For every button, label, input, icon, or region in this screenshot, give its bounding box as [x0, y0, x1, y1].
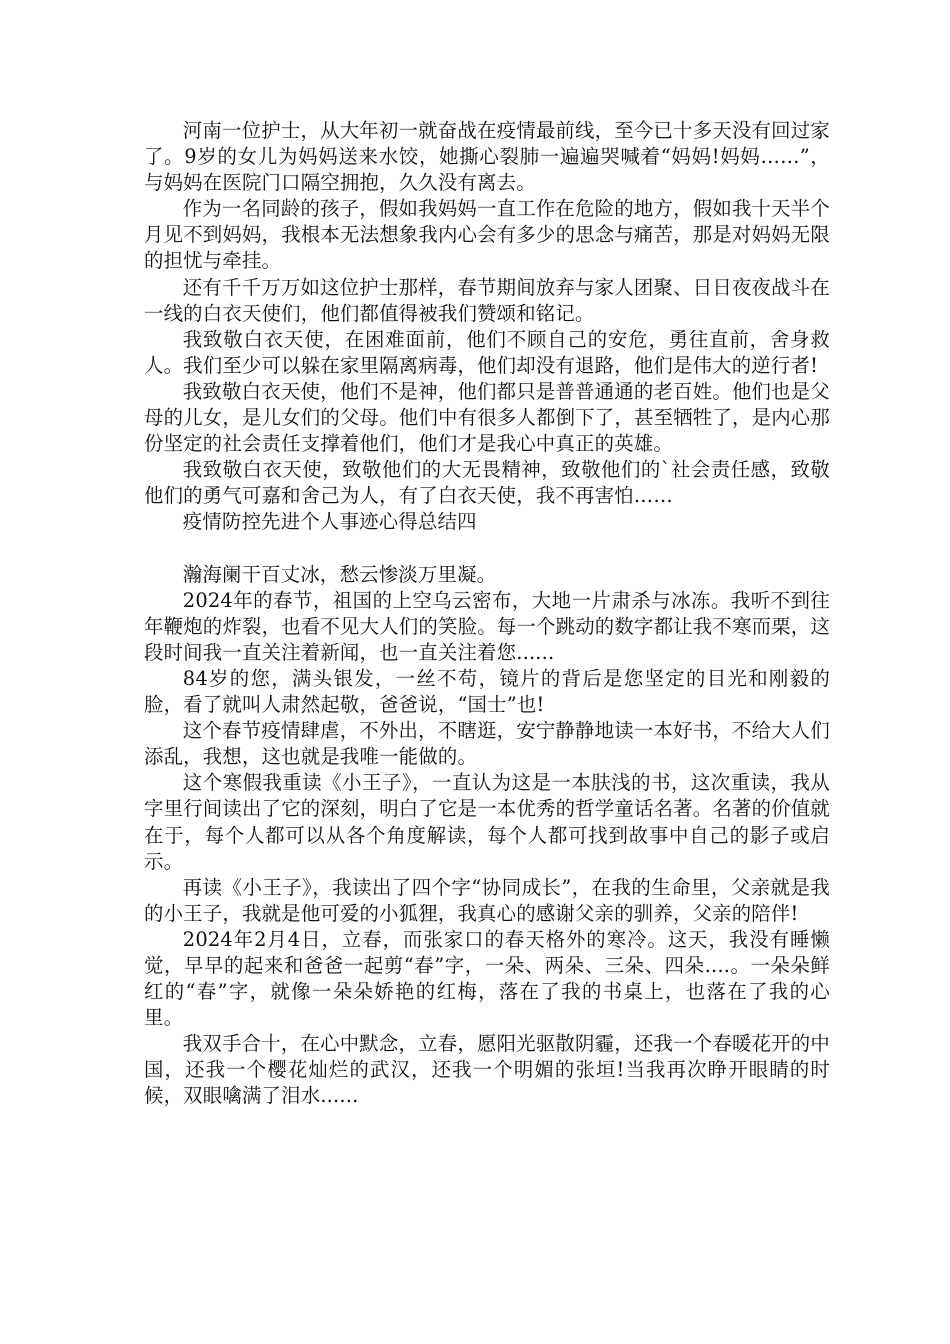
paragraph-wish: 我双手合十，在心中默念，立春，愿阳光驱散阴霾，还我一个春暖花开的中国，还我一个樱花灿烂的武汉，还我一个明媚的张垣!当我再次睁开眼睛的时候，双眼噙满了泪水......: [144, 1032, 830, 1108]
paragraph-thousands-nurses: 还有千千万万如这位护士那样，春节期间放弃与家人团聚、日日夜夜战斗在一线的白衣天使们，他们都值得被我们赞颂和铭记。: [144, 275, 830, 325]
paragraph-salute-3: 我致敬白衣天使，致敬他们的大无畏精神，致敬他们的`社会责任感，致敬他们的勇气可嘉和舍己为人，有了白衣天使，我不再害怕……: [144, 458, 830, 508]
paragraph-same-age-child: 作为一名同龄的孩子，假如我妈妈一直工作在危险的地方，假如我十天半个月见不到妈妈，我根本无法想象我内心会有多少的思念与痛苦，那是对妈妈无限的担忧与牵挂。: [144, 197, 830, 273]
paragraph-reading-at-home: 这个春节疫情肆虐，不外出，不瞎逛，安宁静静地读一本好书，不给大人们添乱，我想，这也就是我唯一能做的。: [144, 719, 830, 769]
poem-line: 瀚海阑干百丈冰，愁云惨淡万里凝。: [182, 562, 497, 586]
paragraph-nurse-story: 河南一位护士，从大年初一就奋战在疫情最前线，至今已十多天没有回过家了。9岁的女儿为妈妈送来水饺，她撕心裂肺一遍遍哭喊着“妈妈!妈妈……”，与妈妈在医院门口隔空拥抱，久久没有离去。: [144, 119, 830, 195]
paragraph-little-prince: 这个寒假我重读《小王子》，一直认为这是一本肤浅的书，这次重读，我从字里行间读出了它的深刻，明白了它是一本优秀的哲学童话名著。名著的价值就在于，每个人都可以从各个角度解读，每个人都可找到故事中自己的影子或启示。: [144, 771, 830, 873]
paragraph-spring-festival: 2024年的春节，祖国的上空乌云密布，大地一片肃杀与冰冻。我听不到往年鞭炮的炸裂，也看不见大人们的笑脸。每一个跳动的数字都让我不寒而栗，这段时间我一直关注着新闻，也一直关注着您......: [144, 588, 830, 664]
paragraph-salute-2: 我致敬白衣天使，他们不是神，他们都只是普普通通的老百姓。他们也是父母的儿女，是儿女们的父母。他们中有很多人都倒下了，甚至牺牲了，是内心那份坚定的社会责任支撑着他们，他们才是我心中真正的英雄。: [144, 379, 830, 456]
document-page: [144, 118, 830, 1110]
blank-line: [144, 536, 830, 562]
section-title: 疫情防控先进个人事迹心得总结四: [182, 510, 477, 534]
paragraph-salute-1: 我致敬白衣天使，在困难面前，他们不顾自己的安危，勇往直前，舍身救人。我们至少可以躲在家里隔离病毒，他们却没有退路，他们是伟大的逆行者!: [144, 327, 830, 377]
paragraph-84-years: 84岁的您，满头银发，一丝不苟，镜片的背后是您坚定的目光和刚毅的脸，看了就叫人肃然起敬，爸爸说，“国士”也!: [144, 666, 830, 717]
paragraph-reread-prince: 再读《小王子》，我读出了四个字“协同成长”，在我的生命里，父亲就是我的小王子，我就是他可爱的小狐狸，我真心的感谢父亲的驯养，父亲的陪伴!: [144, 875, 830, 925]
paragraph-start-of-spring: 2024年2月4日，立春，而张家口的春天格外的寒冷。这天，我没有睡懒觉，早早的起来和爸爸一起剪“春”字，一朵、两朵、三朵、四朵....。一朵朵鲜红的“春”字，就像一朵朵娇艳的红梅，落在了我的书桌上，也落在了我的心里。: [144, 927, 830, 1030]
